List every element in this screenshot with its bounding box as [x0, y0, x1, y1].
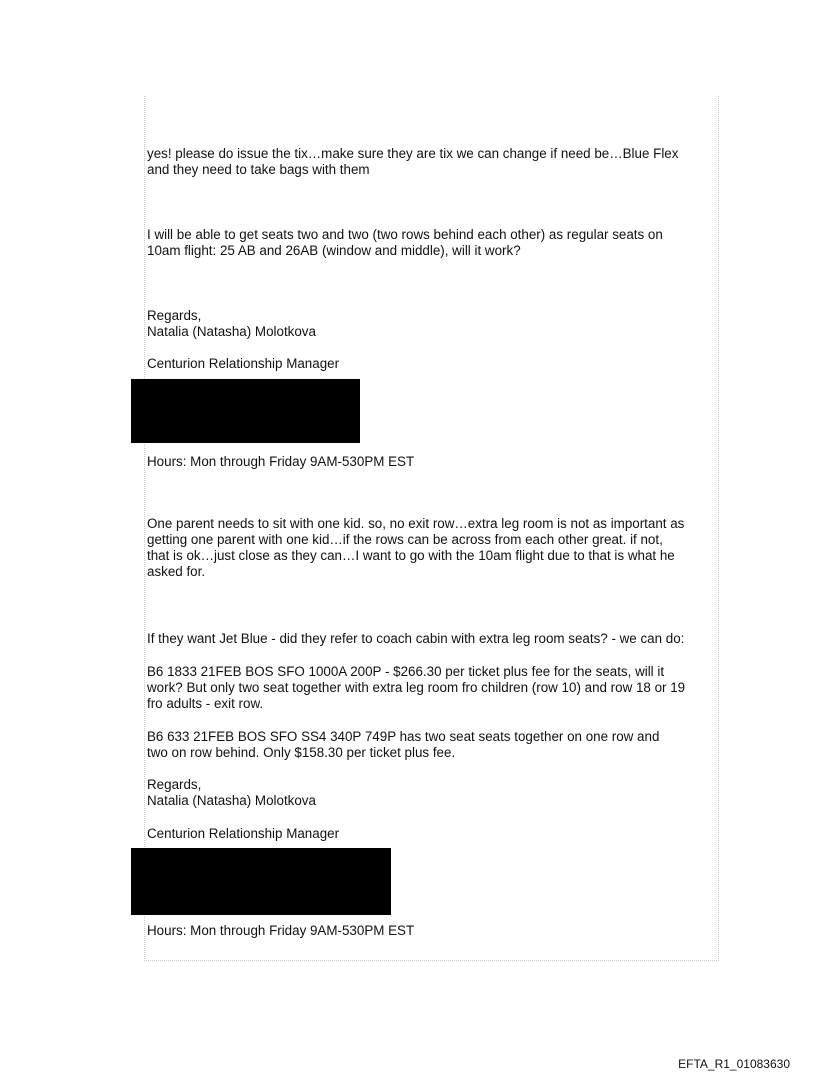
signature-hours: Hours: Mon through Friday 9AM-530PM EST — [147, 923, 415, 938]
reply-text-2: One parent needs to sit with one kid. so, no exit row…extra leg room is not as important as getting one parent with one kid…if the rows can be across from each other great. if not, that is ok…just close as they can…I want to go with the 10am flight due to that is what he asked for. — [147, 516, 685, 579]
signature-name: Natalia (Natasha) Molotkova — [147, 324, 316, 339]
signature-title: Centurion Relationship Manager — [147, 356, 340, 371]
signature-regards: Regards, — [147, 308, 202, 323]
message-intro-2: If they want Jet Blue - did they refer to coach cabin with extra leg room seats? - we can do: — [147, 631, 685, 646]
document-id: EFTA_R1_01083630 — [678, 1057, 790, 1071]
redaction-block — [131, 848, 391, 915]
flight-option-1: B6 1833 21FEB BOS SFO 1000A 200P - $266.30 per ticket plus fee for the seats, will it work? But only two seat together with extra leg room fro children (row 10) and row 18 or 19 fro adults - exit row. — [147, 664, 686, 711]
flight-option-2: B6 633 21FEB BOS SFO SS4 340P 749P has two seat seats together on one row and two on row behind. Only $158.30 per ticket plus fee. — [147, 729, 660, 760]
signature-name: Natalia (Natasha) Molotkova — [147, 793, 316, 808]
message-body-1: I will be able to get seats two and two (two rows behind each other) as regular seats on 10am flight: 25 AB and 26AB (window and middle), will it work? — [147, 227, 663, 258]
reply-text-1: yes! please do issue the tix…make sure they are tix we can change if need be…Blue Flex and they need to take bags with them — [147, 146, 679, 177]
redaction-block — [131, 379, 360, 443]
signature-title: Centurion Relationship Manager — [147, 826, 340, 841]
signature-regards: Regards, — [147, 777, 202, 792]
signature-hours: Hours: Mon through Friday 9AM-530PM EST — [147, 454, 415, 469]
